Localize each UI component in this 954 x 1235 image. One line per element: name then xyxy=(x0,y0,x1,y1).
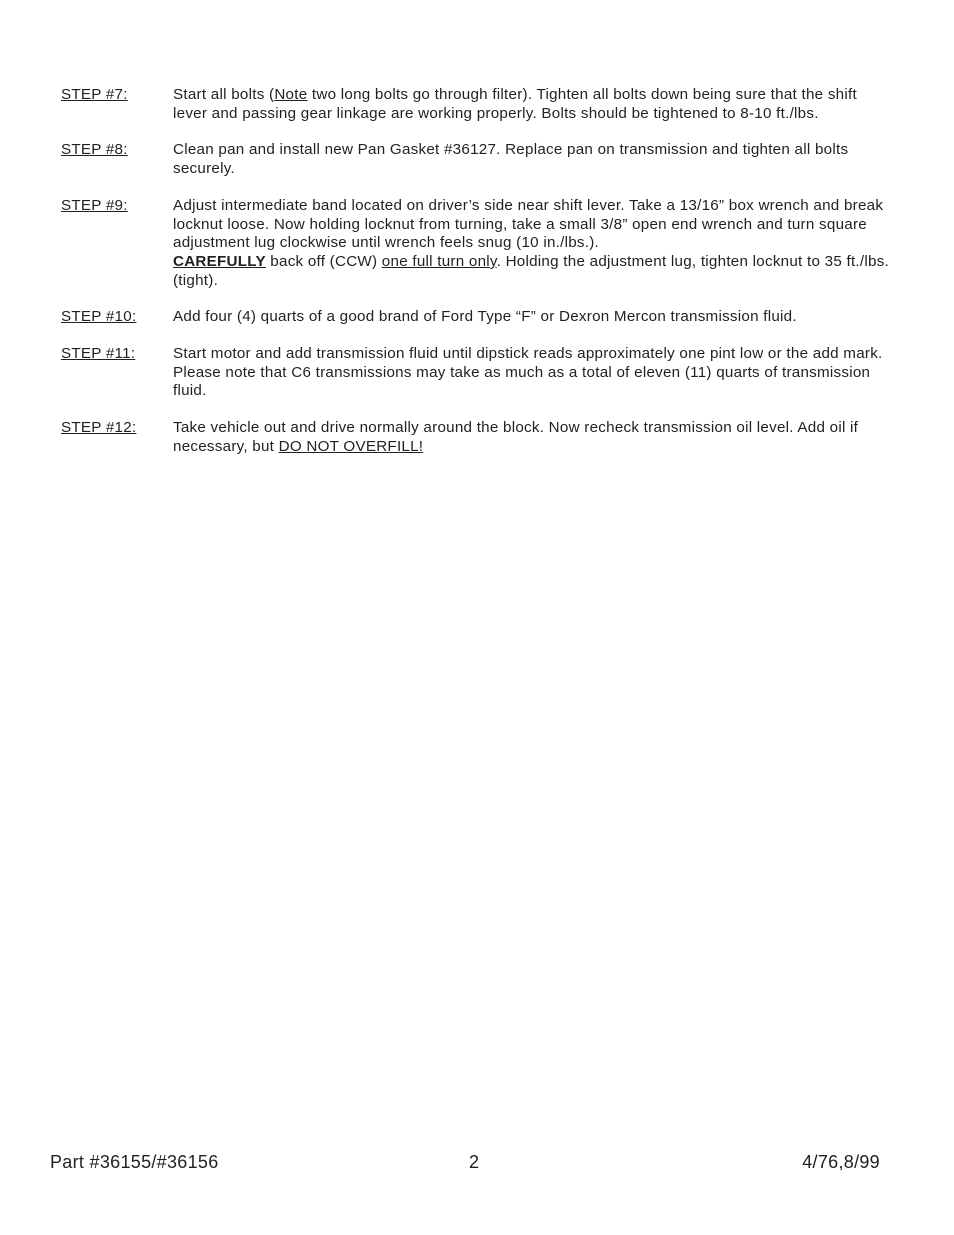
step-label: STEP #12: xyxy=(61,419,137,437)
step-label: STEP #8: xyxy=(61,141,128,159)
step-text-part: back off (CCW) xyxy=(265,252,382,270)
step-text-part: . Holding the adjustment lug, tighten locknut to 35 ft./lbs. (tight). xyxy=(173,252,890,289)
part-number: Part #36155/#36156 xyxy=(50,1152,219,1172)
step-8 xyxy=(61,141,891,178)
note-underlined: Note xyxy=(274,86,308,103)
page-footer xyxy=(50,1152,880,1176)
step-text xyxy=(173,86,891,123)
do-not-overfill-warning: DO NOT OVERFILL! xyxy=(278,437,424,455)
step-7 xyxy=(61,86,891,123)
step-text xyxy=(173,197,891,291)
carefully-emphasis: CAREFULLY xyxy=(173,252,266,270)
step-text xyxy=(173,419,891,456)
step-label: STEP #7: xyxy=(61,86,128,103)
step-text: Clean pan and install new Pan Gasket #36127. Replace pan on transmission and tighten all bolts securely. xyxy=(173,141,849,178)
step-text-part: two long bolts go through filter). Tighten all bolts down being sure that the shift lever and passing gear linkage are working properly. Bolts should be tightened to 8-10 ft./lbs. xyxy=(173,86,857,122)
step-label: STEP #9: xyxy=(61,196,128,214)
step-12 xyxy=(61,419,891,456)
step-11 xyxy=(61,345,891,401)
step-text-part: Adjust intermediate band located on driver’s side near shift lever. Take a 13/16” box wrench and break locknut loose. Now holding locknut from turning, take a small 3/8” open end wrench and turn square adjustment lug clockwise until wrench feels snug (10 in./lbs.). xyxy=(173,196,884,252)
instruction-steps xyxy=(61,86,891,475)
step-10 xyxy=(61,308,891,327)
revision-date: 4/76,8/99 xyxy=(802,1152,880,1172)
one-full-turn-underlined: one full turn only xyxy=(381,252,497,270)
step-label: STEP #11: xyxy=(61,345,136,363)
step-label: STEP #10: xyxy=(61,308,137,326)
step-9 xyxy=(61,197,891,291)
step-text: Add four (4) quarts of a good brand of Ford Type “F” or Dexron Mercon transmission fluid. xyxy=(173,308,797,326)
step-text-part: Take vehicle out and drive normally around the block. Now recheck transmission oil level. Add oil if necessary, but xyxy=(173,419,859,455)
step-text-part: Start all bolts ( xyxy=(173,86,275,103)
page-number: 2 xyxy=(469,1152,480,1172)
step-text: Start motor and add transmission fluid until dipstick reads approximately one pint low or the add mark. Please note that C6 transmissions may take as much as a total of eleven (11) quarts of transmission fluid. xyxy=(173,345,883,400)
